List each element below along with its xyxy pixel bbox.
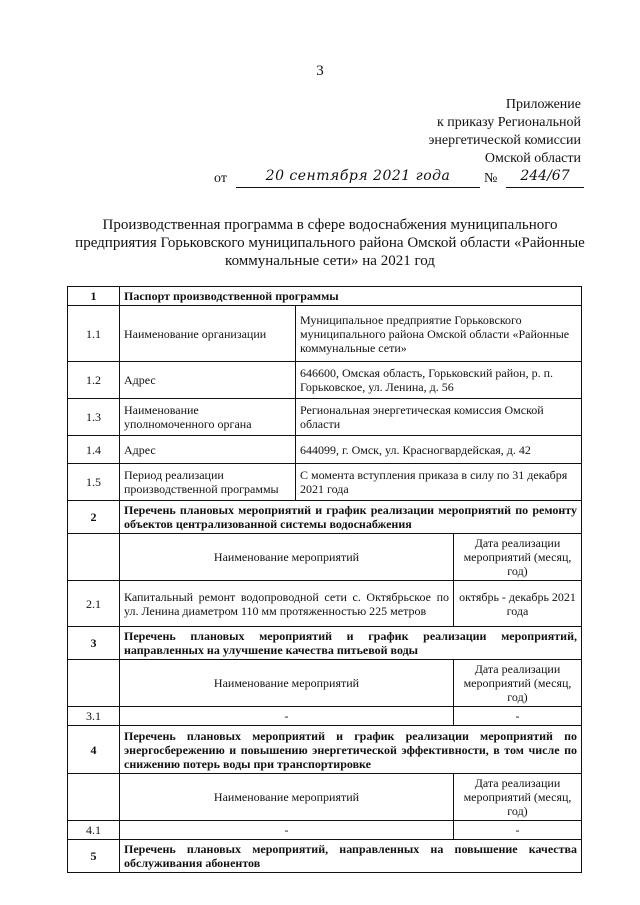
column-header-date: Дата реализации мероприятий (месяц, год) bbox=[454, 534, 582, 581]
column-header-name: Наименование мероприятий bbox=[120, 774, 454, 821]
section-title: Перечень плановых мероприятий и график реализации мероприятий по ремонту объектов централизованной системы водоснабжения bbox=[120, 501, 582, 534]
row-value: 644099, г. Омск, ул. Красногвардейская, д. 42 bbox=[296, 436, 582, 464]
empty-cell bbox=[68, 774, 120, 821]
section-number: 5 bbox=[68, 840, 120, 873]
table-row bbox=[68, 306, 582, 362]
appendix-line: энергетической комиссии bbox=[428, 133, 581, 148]
section-title: Перечень плановых мероприятий, направленных на повышение качества обслуживания абонентов bbox=[120, 840, 582, 873]
table-row bbox=[68, 581, 582, 627]
table-row bbox=[68, 707, 582, 726]
column-header-row bbox=[68, 774, 582, 821]
row-label: Наименование уполномоченного органа bbox=[120, 399, 296, 436]
row-number: 4.1 bbox=[68, 821, 120, 840]
row-number: 1.1 bbox=[68, 306, 120, 362]
row-number: 3.1 bbox=[68, 707, 120, 726]
column-header-row bbox=[68, 534, 582, 581]
section-title: Перечень плановых мероприятий и график реализации мероприятий по энергосбережению и повышению энергетической эффективности, в том числе по снижению потерь воды при транспортировке bbox=[120, 726, 582, 774]
section-number: 4 bbox=[68, 726, 120, 774]
section-header-row bbox=[68, 726, 582, 774]
section-title: Паспорт производственной программы bbox=[120, 287, 582, 306]
row-label: Адрес bbox=[120, 362, 296, 399]
section-header-row bbox=[68, 840, 582, 873]
row-value: 646600, Омская область, Горьковский район, р. п. Горьковское, ул. Ленина, д. 56 bbox=[296, 362, 582, 399]
document-title bbox=[60, 216, 600, 270]
row-date: - bbox=[454, 821, 582, 840]
section-header-row bbox=[68, 627, 582, 660]
row-label: Адрес bbox=[120, 436, 296, 464]
appendix-line: Приложение bbox=[505, 97, 581, 112]
order-date-number-line bbox=[214, 168, 594, 192]
table-row bbox=[68, 399, 582, 436]
row-label: Период реализации производственной программы bbox=[120, 464, 296, 501]
row-number: 1.3 bbox=[68, 399, 120, 436]
row-activity: Капитальный ремонт водопроводной сети с. Октябрьское по ул. Ленина диаметром 110 мм протяженностью 225 метров bbox=[120, 581, 454, 627]
column-header-row bbox=[68, 660, 582, 707]
row-value: Региональная энергетическая комиссия Омской области bbox=[296, 399, 582, 436]
empty-cell bbox=[68, 660, 120, 707]
section-number: 2 bbox=[68, 501, 120, 534]
section-number: 1 bbox=[68, 287, 120, 306]
title-line: предприятия Горьковского муниципального района Омской области «Районные bbox=[75, 235, 585, 251]
section-number: 3 bbox=[68, 627, 120, 660]
row-value: С момента вступления приказа в силу по 31 декабря 2021 года bbox=[296, 464, 582, 501]
from-label: от bbox=[214, 171, 227, 186]
column-header-name: Наименование мероприятий bbox=[120, 534, 454, 581]
row-number: 1.5 bbox=[68, 464, 120, 501]
table-row bbox=[68, 436, 582, 464]
section-header-row bbox=[68, 287, 582, 306]
empty-cell bbox=[68, 534, 120, 581]
handwritten-date: 20 сентября 2021 года bbox=[236, 168, 480, 188]
row-number: 1.2 bbox=[68, 362, 120, 399]
table-row bbox=[68, 362, 582, 399]
row-date: октябрь - декабрь 2021 года bbox=[454, 581, 582, 627]
program-table bbox=[67, 286, 582, 873]
number-label: № bbox=[484, 171, 498, 186]
table-row bbox=[68, 821, 582, 840]
title-line: Производственная программа в сфере водоснабжения муниципального bbox=[102, 217, 558, 233]
page-number: 3 bbox=[316, 63, 324, 79]
table-row bbox=[68, 464, 582, 501]
section-header-row bbox=[68, 501, 582, 534]
column-header-date: Дата реализации мероприятий (месяц, год) bbox=[454, 660, 582, 707]
appendix-line: Омской области bbox=[484, 151, 581, 166]
row-date: - bbox=[454, 707, 582, 726]
appendix-block bbox=[428, 96, 581, 168]
row-number: 1.4 bbox=[68, 436, 120, 464]
column-header-name: Наименование мероприятий bbox=[120, 660, 454, 707]
row-value: Муниципальное предприятие Горьковского муниципального района Омской области «Районные коммунальные сети» bbox=[296, 306, 582, 362]
row-label: Наименование организации bbox=[120, 306, 296, 362]
section-title: Перечень плановых мероприятий и график реализации мероприятий, направленных на улучшение качества питьевой воды bbox=[120, 627, 582, 660]
row-number: 2.1 bbox=[68, 581, 120, 627]
appendix-line: к приказу Региональной bbox=[436, 115, 581, 130]
handwritten-number: 244/67 bbox=[506, 168, 584, 188]
row-activity: - bbox=[120, 821, 454, 840]
title-line: коммунальные сети» на 2021 год bbox=[225, 253, 435, 269]
column-header-date: Дата реализации мероприятий (месяц, год) bbox=[454, 774, 582, 821]
row-activity: - bbox=[120, 707, 454, 726]
